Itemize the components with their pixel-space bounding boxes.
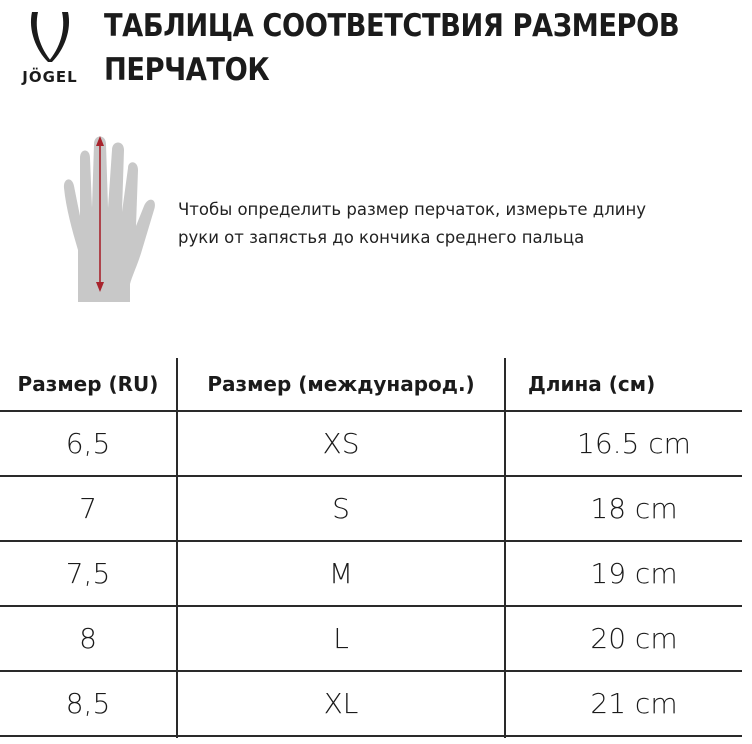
page-title	[104, 4, 680, 92]
table-row	[0, 542, 742, 607]
instruction-line-1: Чтобы определить размер перчаток, измерьте длину	[178, 200, 647, 219]
table-row	[0, 607, 742, 672]
title-line-2: ПЕРЧАТОК	[104, 52, 270, 88]
cell-length: 18 cm	[590, 492, 678, 525]
cell-length: 16.5 cm	[577, 427, 691, 460]
measurement-instruction	[178, 196, 718, 252]
table-row	[0, 477, 742, 542]
cell-size-ru: 8	[79, 622, 97, 655]
cell-size-intl: XS	[322, 427, 360, 460]
logo-wordmark: JÖGEL	[22, 68, 78, 86]
instruction-line-2: руки от запястья до кончика среднего пальца	[178, 228, 585, 247]
hand-illustration	[56, 130, 166, 310]
cell-length: 20 cm	[590, 622, 678, 655]
table-header-row	[0, 358, 742, 412]
cell-size-intl: L	[333, 622, 349, 655]
header-size-ru: Размер (RU)	[17, 372, 159, 396]
header-length: Длина (см)	[528, 372, 656, 396]
jogel-logo	[10, 6, 90, 90]
table-row	[0, 412, 742, 477]
size-table	[0, 358, 742, 737]
title-line-1: ТАБЛИЦА СООТВЕТСТВИЯ РАЗМЕРОВ	[104, 8, 680, 44]
cell-size-ru: 8,5	[65, 687, 111, 720]
cell-size-ru: 6,5	[65, 427, 111, 460]
cell-length: 21 cm	[590, 687, 678, 720]
hand-measure-icon	[56, 130, 166, 310]
cell-size-ru: 7	[79, 492, 97, 525]
cell-size-intl: XL	[323, 687, 359, 720]
cell-size-intl: M	[328, 557, 354, 590]
cell-length: 19 cm	[590, 557, 678, 590]
logo-emblem-icon	[26, 10, 74, 66]
cell-size-ru: 7,5	[65, 557, 111, 590]
table-row	[0, 672, 742, 737]
cell-size-intl: S	[332, 492, 350, 525]
header-size-intl: Размер (международ.)	[207, 372, 475, 396]
